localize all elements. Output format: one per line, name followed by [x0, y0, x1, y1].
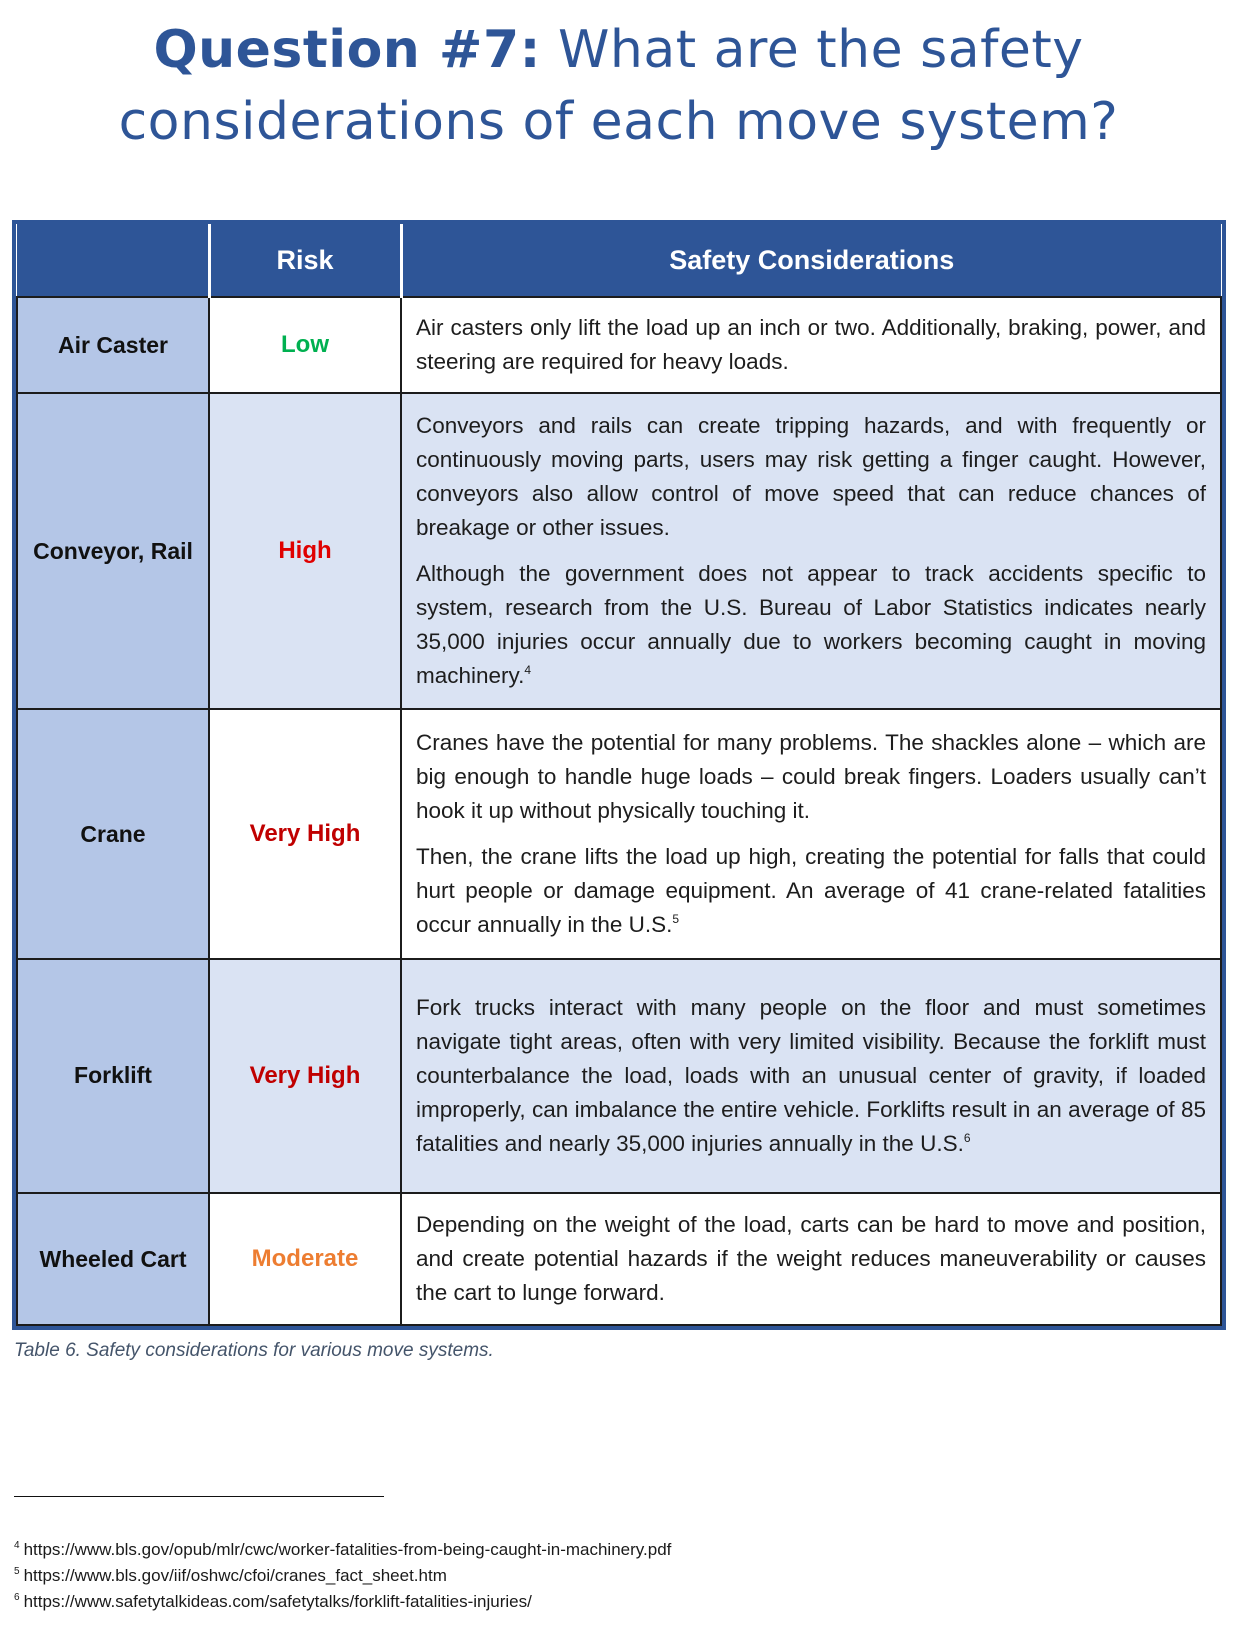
page-title-line2: considerations of each move system?	[118, 92, 1119, 152]
safety-considerations-cell	[401, 959, 1221, 1193]
move-system-name: Crane	[17, 709, 209, 958]
footnote-item	[14, 1589, 671, 1615]
consideration-paragraph	[416, 557, 1206, 693]
table-row	[17, 297, 1221, 393]
safety-considerations-cell	[401, 297, 1221, 393]
risk-level: Low	[209, 297, 401, 393]
move-system-name: Air Caster	[17, 297, 209, 393]
safety-table	[16, 224, 1222, 1326]
footnotes	[14, 1537, 671, 1615]
footnote-item	[14, 1537, 671, 1563]
consideration-text: Conveyors and rails can create tripping hazards, and with frequently or continuously moving parts, users may risk getting a finger caught. However, conveyors also allow control of move speed that can reduce chances of breakage or other issues.	[416, 413, 1206, 541]
footnote-link[interactable]: https://www.bls.gov/iif/oshwc/cfoi/cranes_fact_sheet.htm	[23, 1566, 447, 1585]
footnote-link[interactable]: https://www.bls.gov/opub/mlr/cwc/worker-fatalities-from-being-caught-in-machinery.pdf	[23, 1540, 672, 1559]
safety-table-frame	[12, 220, 1226, 1330]
risk-level: Very High	[209, 959, 401, 1193]
footnote-number: 4	[14, 1540, 20, 1551]
consideration-paragraph	[416, 311, 1206, 379]
header-blank	[17, 224, 209, 297]
table-body	[17, 297, 1221, 1325]
table-row	[17, 959, 1221, 1193]
consideration-text: Then, the crane lifts the load up high, creating the potential for falls that could hurt people or damage equipment. An average of 41 crane-related fatalities occur annually in the U.S.	[416, 844, 1206, 937]
move-system-name: Conveyor, Rail	[17, 393, 209, 709]
risk-level: High	[209, 393, 401, 709]
table-row	[17, 393, 1221, 709]
table-row	[17, 1193, 1221, 1325]
consideration-text: Although the government does not appear to track accidents specific to system, research from the U.S. Bureau of Labor Statistics indicates nearly 35,000 injuries occur annually due to workers becoming caught in moving machinery.	[416, 561, 1206, 689]
page-title-rest: What are the safety	[540, 20, 1084, 80]
safety-considerations-cell	[401, 393, 1221, 709]
move-system-name: Wheeled Cart	[17, 1193, 209, 1325]
table-row	[17, 709, 1221, 958]
footnote-ref[interactable]: 5	[672, 912, 680, 926]
safety-considerations-cell	[401, 1193, 1221, 1325]
risk-level: Moderate	[209, 1193, 401, 1325]
consideration-paragraph	[416, 1208, 1206, 1310]
consideration-paragraph	[416, 409, 1206, 545]
page-title-bold: Question #7:	[153, 20, 541, 80]
consideration-text: Depending on the weight of the load, carts can be hard to move and position, and create potential hazards if the weight reduces maneuverability or causes the cart to lunge forward.	[416, 1212, 1206, 1306]
safety-considerations-cell	[401, 709, 1221, 958]
header-risk: Risk	[209, 224, 401, 297]
footnote-number: 6	[14, 1592, 20, 1603]
move-system-name: Forklift	[17, 959, 209, 1193]
table-caption: Table 6. Safety considerations for various move systems.	[14, 1340, 494, 1361]
table-header-row	[17, 224, 1221, 297]
footnote-item	[14, 1563, 671, 1589]
consideration-text: Air casters only lift the load up an inch or two. Additionally, braking, power, and steering are required for heavy loads.	[416, 315, 1206, 375]
risk-level: Very High	[209, 709, 401, 958]
page-title	[0, 14, 1237, 158]
footnote-ref[interactable]: 6	[963, 1130, 971, 1145]
footnote-ref[interactable]: 4	[524, 663, 532, 678]
footnote-link[interactable]: https://www.safetytalkideas.com/safetytalks/forklift-fatalities-injuries/	[23, 1592, 532, 1611]
header-safety-considerations: Safety Considerations	[401, 224, 1221, 297]
consideration-text: Fork trucks interact with many people on the floor and must sometimes navigate tight areas, often with very limited visibility. Because the forklift must counterbalance the load, loads with an unusual center of gravity, if loaded improperly, can imbalance the entire vehicle. Forklifts result in an average of 85 fatalities and nearly 35,000 injuries annually in the U.S.	[416, 994, 1206, 1156]
consideration-paragraph	[416, 840, 1206, 942]
footnote-divider	[14, 1496, 384, 1497]
consideration-paragraph	[416, 991, 1206, 1161]
footnote-number: 5	[14, 1566, 20, 1577]
consideration-paragraph	[416, 726, 1206, 828]
consideration-text: Cranes have the potential for many problems. The shackles alone – which are big enough to handle huge loads – could break fingers. Loaders usually can’t hook it up without physically touching it.	[416, 730, 1206, 823]
